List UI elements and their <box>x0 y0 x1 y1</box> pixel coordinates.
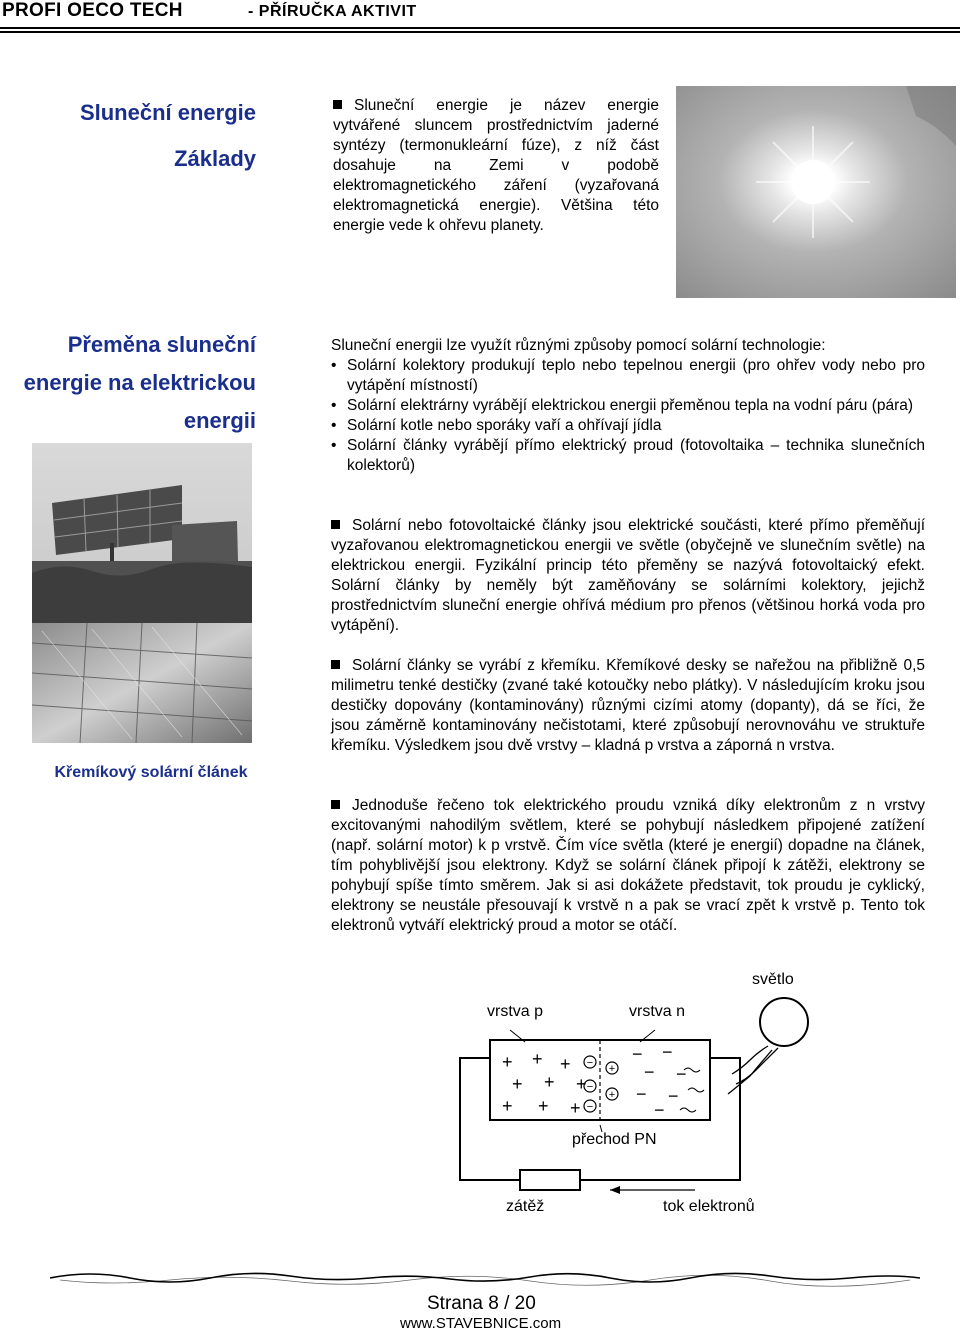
square-bullet-icon <box>331 660 340 669</box>
usage-block <box>331 336 925 476</box>
section-title-line2: energie na elektrickou <box>23 370 256 395</box>
plus-mark: + <box>538 1096 549 1116</box>
footer-url[interactable]: www.STAVEBNICE.com <box>400 1315 562 1332</box>
load-resistor-icon <box>520 1170 580 1190</box>
minus-mark: − <box>676 1064 687 1084</box>
header-section: - PŘÍRUČKA AKTIVIT <box>248 3 417 20</box>
label-pn-junction: přechod PN <box>572 1131 657 1148</box>
page-header <box>0 0 960 24</box>
usage-intro: Sluneční energii lze využít různými způsoby pomocí solární technologie: <box>331 337 826 354</box>
page-number: Strana 8 / 20 <box>427 1293 536 1314</box>
light-rays-icon <box>728 1046 778 1094</box>
list-item: • Solární kolektory produkují teplo nebo tepelnou energii (pro ohřev vody nebo pro vytápění místností) <box>331 356 925 396</box>
image-caption: Křemíkový solární článek <box>54 764 248 781</box>
pv-text: Solární nebo fotovoltaické články jsou elektrické součásti, které přímo přeměňují vyzařovanou elektromagnetickou energii ve světle (obyčejně ve slunečním světle) na elektrickou energii. Fyzikální princip této přeměny se nazývá fotovoltaický efekt. Solární články by neměly být zaměňovány se solárními kolektory, jejichž prostřednictvím sluneční energie ohřívá médium pro přenos (většinou horká voda pro vytápění). <box>331 517 925 634</box>
section-subtitle: Základy <box>174 146 256 171</box>
plus-mark: + <box>576 1074 587 1094</box>
pv-paragraph <box>331 516 925 636</box>
plus-mark: + <box>570 1098 581 1118</box>
section-title-line3: energii <box>183 408 256 433</box>
plus-mark: + <box>532 1049 543 1069</box>
list-item: • Solární kotle nebo sporáky vaří a ohřívají jídla <box>331 416 925 436</box>
header-rule <box>0 27 960 33</box>
square-bullet-icon <box>331 800 340 809</box>
minus-mark: − <box>586 1081 594 1093</box>
minus-mark: − <box>662 1042 673 1062</box>
minus-mark: − <box>586 1057 594 1069</box>
label-layer-p: vrstva p <box>487 1003 544 1020</box>
minus-mark: − <box>636 1084 647 1104</box>
section-title-line1: Přeměna sluneční <box>67 332 256 357</box>
minus-mark: − <box>644 1062 655 1082</box>
intro-paragraph <box>333 96 659 236</box>
plus-mark: + <box>608 1063 616 1075</box>
minus-mark: − <box>586 1101 594 1113</box>
silicon-text: Solární články se vyrábí z křemíku. Křemíkové desky se nařežou na přibližně 0,5 milimetru tenké destičky (zvané také kotoučky nebo plátky). V následujícím kroku jsou destičky dopovány (kontaminovány) různými cizími atomy (dopanty), dá se říci, že jsou záměrně kontaminovány nečistotami, které způsobují nerovnováhu ve struktuře křemíku. Výsledkem jsou dvě vrstvy – kladná p vrstva a záporná n vrstva. <box>331 657 925 754</box>
plus-mark: + <box>502 1096 513 1116</box>
list-item: • Solární články vyrábějí přímo elektrický proud (fotovoltaika – technika slunečních kolektorů) <box>331 436 925 476</box>
plus-mark: + <box>502 1052 513 1072</box>
list-item: • Solární elektrárny vyrábějí elektrickou energii přeměnou tepla na vodní páru (pára) <box>331 396 925 416</box>
current-paragraph <box>331 796 925 936</box>
current-text: Jednoduše řečeno tok elektrického proudu vzniká díky elektronům z n vrstvy excitovanými nahodilým světlem, které se pohybují následkem připojené zatížení (např. solární motor) k p vrstvě. Čím více světla (které je energií) dopadne na článek, tím pohyblivější jsou elektrony. Když se solární článek připojí k zátěži, elektrony se pohybují spíše tímto směrem. Jak si asi dokážete představit, tok proudu je cyklický, elektrony se neustále přesouvají k vrstvě n a pak se vrací zpět k vrstvě p. Tento tok elektronů vytváří elektrický proud a motor se otáčí. <box>331 797 925 934</box>
intro-text: Sluneční energie je název energie vytvářené sluncem prostřednictvím jaderné syntézy (termonukleární fúze), z níž část dosahuje na Zemi v podobě elektromagnetického záření (vyzařovaná elektromagnetická energie). Většina této energie vede k ohřevu planety. <box>333 97 659 234</box>
plus-mark: + <box>608 1089 616 1101</box>
solar-cell-diagram <box>440 990 840 1230</box>
label-electron-flow: tok elektronů <box>663 1198 755 1215</box>
minus-mark: − <box>654 1100 665 1120</box>
section-title-solar-energy <box>40 94 256 178</box>
plus-mark: + <box>560 1054 571 1074</box>
solar-panel-photo <box>32 443 252 743</box>
silicon-paragraph <box>331 656 925 756</box>
square-bullet-icon <box>333 100 342 109</box>
plus-mark: + <box>544 1072 555 1092</box>
sun-icon <box>760 998 808 1046</box>
arrow-left-icon <box>610 1186 620 1194</box>
header-brand: PROFI OECO TECH <box>2 0 183 21</box>
label-load: zátěž <box>506 1198 545 1215</box>
square-bullet-icon <box>331 520 340 529</box>
minus-mark: − <box>668 1086 679 1106</box>
label-light: světlo <box>752 971 794 988</box>
minus-mark: − <box>632 1044 643 1064</box>
footer-divider <box>50 1266 920 1290</box>
section-title-conversion <box>20 326 256 440</box>
label-layer-n: vrstva n <box>629 1003 686 1020</box>
plus-mark: + <box>512 1074 523 1094</box>
section-title: Sluneční energie <box>79 100 256 125</box>
usage-list <box>331 356 925 476</box>
sun-photo <box>676 86 956 298</box>
